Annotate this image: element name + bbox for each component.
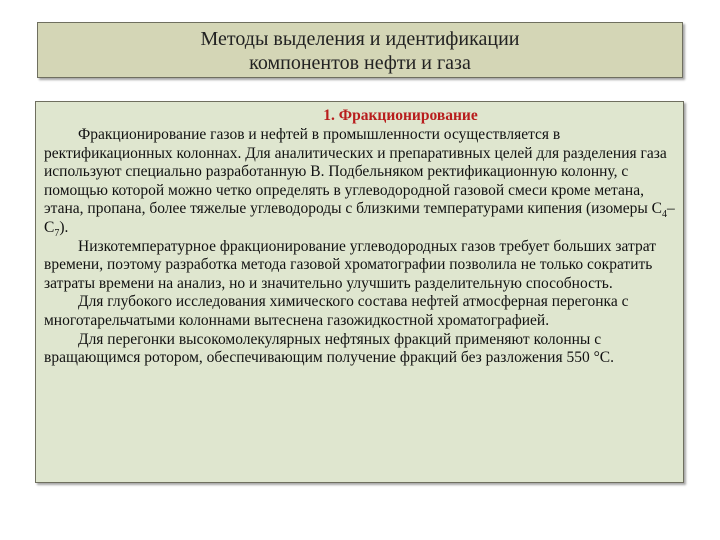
content-box — [35, 101, 684, 483]
subscript-7: 7 — [54, 228, 60, 240]
isomer-dash: –С — [44, 200, 675, 236]
slide-title-line-2: компонентов нефти и газа — [249, 52, 471, 74]
paragraph-2: Низкотемпературное фракционирование углеводородных газов требует больших затрат времени, поэтому разработка метода газовой хроматографии позволила не только сократить затраты времени на анализ, но и значительно улучшить разделительную способность. — [44, 237, 656, 292]
paragraph-1 — [44, 126, 677, 238]
slide-title-line-1: Методы выделения и идентификации — [200, 28, 520, 50]
paragraph-3: Для глубокого исследования химического состава нефтей атмосферная перегонка с многотарельчатыми колоннами вытеснена газожидкостной хроматографией. — [44, 293, 629, 329]
section-heading: 1. Фракционирование — [323, 107, 478, 124]
paragraph-4: Для перегонки высокомолекулярных нефтяных фракций применяют колонны с вращающимся ротором, обеспечивающим получение фракций без разложения 550 °С. — [44, 330, 615, 367]
paragraph-1-text: Фракционирование газов и нефтей в промышленности осуществляется в ректификационных колоннах. Для аналитических и препаративных целей для разделения газа используют специально разработанную В. Подбельняком ректификационную колонну, с помощью которой можно четко определять в углеводородной газовой смеси кроме метана, этана, пропана, более тяжелые углеводороды с близкими температурами кипения (изомеры С — [44, 126, 667, 218]
paragraph-1-end: ). — [59, 218, 69, 236]
subscript-4: 4 — [662, 209, 668, 221]
slide-title-box — [37, 22, 683, 78]
